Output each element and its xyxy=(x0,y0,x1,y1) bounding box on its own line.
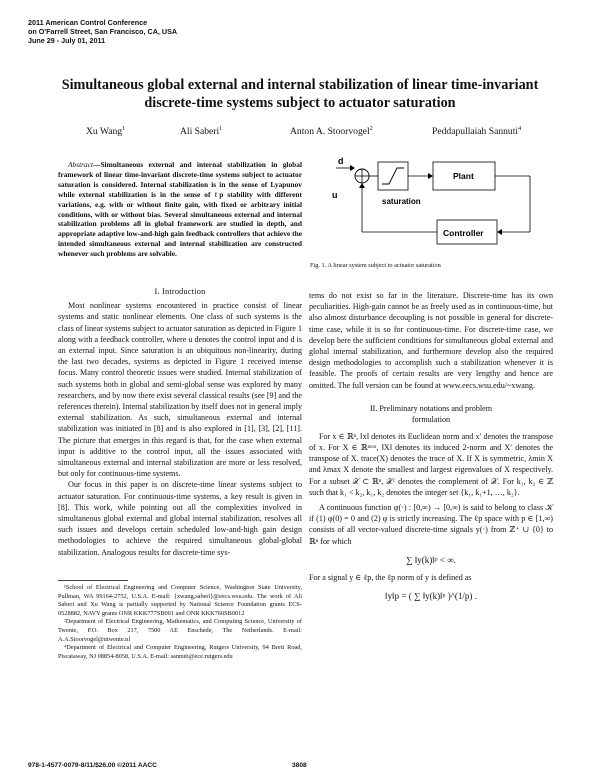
title-line-1: Simultaneous global external and internal stabilization of linear time-invariant xyxy=(61,77,539,93)
intro-paragraph-2: Our focus in this paper is on discrete-time linear systems subject to actuator saturation. For continuous-time systems, a key result is given in [8]. This work, while pointing out all the complexities involved in simultaneous global external and global internal stabilization, resolves all such issues and develops certain scheduled low-and-high gain design methodologies to achieve the required simultaneous global-global stabilization. Analogous results for discrete-time sys- xyxy=(58,480,302,557)
author-4: Peddapullaiah Sannuti$^4$ xyxy=(432,126,522,138)
left-column xyxy=(58,286,302,558)
diagram-label-plant: Plant xyxy=(453,171,474,181)
prelim-paragraph-1: For x ∈ ℝⁿ, ‖x‖ denotes its Euclidean norm and x′ denotes the transpose of x. For X ∈ ℝⁿˣᵐ, ‖X‖ denotes its induced 2-norm and X′ denotes the transpose of X. trace(X) denotes the trace of X. If X is symmetric, λmin X and λmax X denote the smallest and largest eigenvalues of X respectively. For a subset 𝒳 ⊂ ℝⁿ, 𝒳ᶜ denotes the complement of 𝒳. For k₁, k₂ ∈ ℤ such that k₁ < k₂, k₁, k₂ denotes the integer set {k₁, k₁+1, …, k₂}. xyxy=(309,431,553,497)
page-number: 3808 xyxy=(292,762,307,769)
conference-line-2: on O'Farrell Street, San Francisco, CA, USA xyxy=(28,27,178,36)
right-column xyxy=(309,290,553,602)
equation-2: ‖y‖p = ( ∑ ‖y(k)‖ᵖ )^(1/p) . xyxy=(385,591,477,602)
conference-line-1: 2011 American Control Conference xyxy=(28,18,148,27)
author-2: Ali Saberi$^1$ xyxy=(180,126,223,138)
footnote-3: ⁴Department of Electrical and Computer Engineering, Rutgers University, 94 Brett Road, Piscataway, NJ 08854-8058, U.S.A. E-mail: sannuti@ece.rutgers.edu xyxy=(58,644,302,660)
diagram-label-u: u xyxy=(332,190,338,200)
section-1-heading: I. Introduction xyxy=(154,287,206,296)
conference-line-3: June 29 - July 01, 2011 xyxy=(28,36,106,45)
block-diagram xyxy=(322,152,550,256)
conference-header xyxy=(28,18,177,45)
author-3: Anton A. Stoorvogel$^2$ xyxy=(290,126,373,138)
footnote-2: ²Department of Electrical Engineering, Mathematics, and Computing Science, University of Twente, P.O. Box 217, 7500 AE Enschede, The Netherlands. E-mail: A.A.Stoorvogel@utwente.nl xyxy=(58,618,302,643)
prelim-paragraph-2: A continuous function φ(·) : [0,∞) → [0,∞) is said to belong to class 𝒦 if (1) φ(0) = 0 and (2) φ is strictly increasing. The ℓp space with p ∈ [1,∞) consists of all vector-valued discrete-time signals y(·) from ℤ⁺ ∪ {0} to ℝⁿ for which xyxy=(309,503,553,546)
diagram-label-controller: Controller xyxy=(443,228,484,238)
section-2-heading-line-2: formulation xyxy=(411,414,451,424)
section-2-heading xyxy=(309,403,553,425)
section-2-heading-line-1: II. Preliminary notations and problem xyxy=(369,403,493,413)
abstract xyxy=(58,160,302,259)
author-1: Xu Wang$^1$ xyxy=(86,126,126,138)
intro-paragraph-3: tems do not exist so far in the literature. Discrete-time has its own peculiarities. High-gain cannot be as freely used as in continuous-time, but also almost disturbance decoupling is not possible in general for discrete-time case, while it is so for continuous-time. For discrete-time case, we develop here the sufficient conditions for simultaneous global external and global internal stabilization, and furthermore develop also the required design methodologies to accomplish such a stabilization whenever it is feasible. The proofs of certain results are very lengthy and hence are omitted. The full version can be found at www.eecs.wsu.edu/~xwang. xyxy=(309,291,553,390)
abstract-label: Abstract xyxy=(68,160,94,169)
abstract-text: —Simultaneous external and internal stabilization in global framework of linear time-invariant discrete-time systems subject to actuator saturation is considered. Internal stabilization is in the sense of Lyapunov while external stabilization is in the sense of ℓp stability with different variations, e.g. with or without finite gain, with fixed or arbitrary initial conditions, with or without bias. Several simultaneous external and internal stabilization problems all in global framework are studied in depth, and appropriate adaptive low-and-high gain feedback controllers that achieve the intended simultaneous external and internal stabilization are constructed whenever such problems are solvable. xyxy=(58,160,302,259)
intro-paragraph-1: Most nonlinear systems encountered in practice consist of linear systems and static nonlinear elements. One class of such systems is the class of linear systems subject to actuator saturation as depicted in Figure 1 along with a feedback controller, where u denotes the control input and d is an external input. Since saturation is an ubiquitous non-linearity, during the last two decades, systems as depicted in Figure 1 received intense focus. Many control theoretic issues were studied. Internal stabilization of such systems both in global and semi-global sense was explored by many researchers, and by now there exist several classical results (see [9] and the references therein). Internal stabilization by itself does not in general imply external stabilization. As such, simultaneous external and internal stabilization was initiated in [8] and is also explored in [1], [3], [2], [11]. The picture that emerges in this regard is that, for the case when external input is additive to the control input, all the issues associated with simultaneous external and internal stabilization are more or less resolved, but only for continuous-time systems. xyxy=(58,301,302,479)
title-line-2: discrete-time systems subject to actuator saturation xyxy=(144,95,456,111)
diagram-label-d: d xyxy=(338,156,344,166)
footnotes xyxy=(58,584,302,661)
equation-1: ∑ ‖y(k)‖ᵖ < ∞. xyxy=(406,554,456,565)
prelim-paragraph-3: For a signal y ∈ ℓp, the ℓp norm of y is defined as xyxy=(309,573,472,583)
footnote-rule xyxy=(58,580,128,581)
d-arrow xyxy=(350,165,355,171)
footnote-1: ¹School of Electrical Engineering and Computer Science, Washington State University, Pullman, WA 99164-2752, U.S.A. E-mail: {xwang,saberi}@eecs.wsu.edu. The work of Ali Saberi and Xu Wang is partially supported by National Science Foundation grants ECS-0528882, NAVY grants ONR KKK777SB001 and ONR KKK760SB0012 xyxy=(58,584,302,617)
figure-caption: Fig. 1. A linear system subject to actuator saturation xyxy=(310,262,441,269)
isbn-footer: 978-1-4577-0079-8/11/$26.00 ©2011 AACC xyxy=(28,762,157,769)
paper-title xyxy=(40,76,560,112)
diagram-label-saturation: saturation xyxy=(382,197,421,206)
